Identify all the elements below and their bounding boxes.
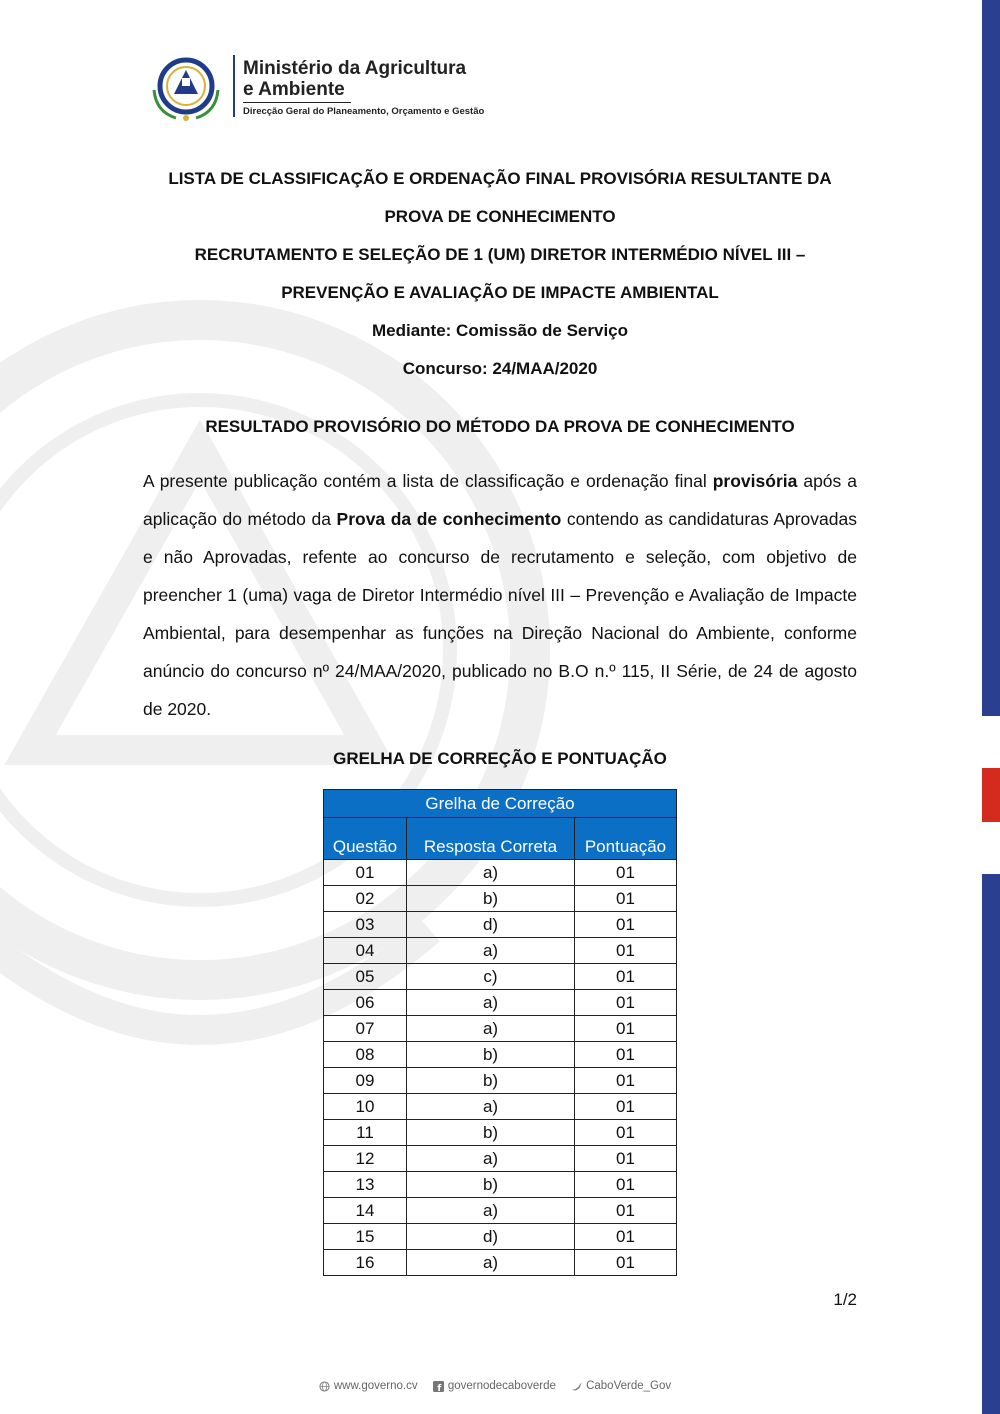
body-text-part3: contendo as candidaturas Aprovadas e não Aprovadas, refente ao concurso de recrutamento e seleção, com objetivo de preencher 1 (uma) vaga de Diretor Intermédio nível III – Prevenção e Avaliação de Impacte Ambiental, para desempenhar as funções na Direção Nacional do Ambiente, conforme anúncio do concurso nº 24/MAA/2020, publicado no B.O n.º 115, II Série, de 24 de agosto de 2020. <box>143 509 857 719</box>
ministry-subtitle: Direcção Geral do Planeamento, Orçamento e Gestão <box>243 106 485 117</box>
heading-mediante: Mediante: Comissão de Serviço <box>371 321 629 340</box>
cell-pontuacao: 01 <box>575 1016 677 1042</box>
svg-text:f: f <box>437 1382 442 1392</box>
cell-resposta: a) <box>407 860 575 886</box>
table-row <box>324 1172 677 1198</box>
cell-questao: 03 <box>324 912 407 938</box>
body-bold-provisoria: provisória <box>712 471 798 491</box>
ministry-name-line1: Ministério da Agricultura <box>243 58 467 79</box>
cell-questao: 15 <box>324 1224 407 1250</box>
table-row <box>324 1068 677 1094</box>
table-row <box>324 1120 677 1146</box>
cell-questao: 10 <box>324 1094 407 1120</box>
body-paragraph <box>143 462 857 728</box>
cell-pontuacao: 01 <box>575 938 677 964</box>
cell-pontuacao: 01 <box>575 1120 677 1146</box>
table-body <box>324 860 677 1276</box>
cell-pontuacao: 01 <box>575 1042 677 1068</box>
cell-resposta: b) <box>407 1120 575 1146</box>
table-row <box>324 1224 677 1250</box>
correction-grid-table <box>323 789 677 1276</box>
cell-resposta: b) <box>407 886 575 912</box>
footer-facebook[interactable] <box>433 1380 556 1392</box>
ministry-rule <box>243 102 351 103</box>
table-row <box>324 860 677 886</box>
column-header-resposta: Resposta Correta <box>407 818 575 860</box>
table-row <box>324 1250 677 1276</box>
cell-pontuacao: 01 <box>575 1146 677 1172</box>
heading-line4: PREVENÇÃO E AVALIAÇÃO DE IMPACTE AMBIENTAL <box>281 283 719 302</box>
cell-questao: 11 <box>324 1120 407 1146</box>
table-row <box>324 1146 677 1172</box>
grid-section-title: GRELHA DE CORREÇÃO E PONTUAÇÃO <box>333 749 667 768</box>
cell-questao: 09 <box>324 1068 407 1094</box>
cell-resposta: d) <box>407 1224 575 1250</box>
table-row <box>324 1094 677 1120</box>
cell-pontuacao: 01 <box>575 860 677 886</box>
page-number: 1/2 <box>833 1290 857 1309</box>
edge-bar-blue-top <box>982 0 1000 716</box>
table-row <box>324 886 677 912</box>
cell-questao: 06 <box>324 990 407 1016</box>
document-headings <box>140 160 860 446</box>
cell-questao: 12 <box>324 1146 407 1172</box>
column-header-questao: Questão <box>324 818 407 860</box>
edge-bar-blue-bottom <box>982 874 1000 1414</box>
cell-pontuacao: 01 <box>575 1068 677 1094</box>
cell-resposta: a) <box>407 938 575 964</box>
table-title: Grelha de Correção <box>324 790 677 818</box>
heading-line2: PROVA DE CONHECIMENTO <box>384 207 616 226</box>
table-header-row <box>324 818 677 860</box>
cell-resposta: a) <box>407 1198 575 1224</box>
cell-questao: 07 <box>324 1016 407 1042</box>
twitter-icon <box>571 1381 582 1392</box>
table-row <box>324 1042 677 1068</box>
footer <box>0 1380 990 1395</box>
cell-questao: 01 <box>324 860 407 886</box>
footer-twitter[interactable] <box>571 1380 671 1392</box>
cell-resposta: a) <box>407 1250 575 1276</box>
facebook-icon <box>433 1381 444 1392</box>
cell-resposta: b) <box>407 1172 575 1198</box>
cell-questao: 04 <box>324 938 407 964</box>
footer-website[interactable] <box>319 1380 418 1392</box>
table-row <box>324 1016 677 1042</box>
table-row <box>324 938 677 964</box>
table-title-row <box>324 790 677 818</box>
footer-website-text: www.governo.cv <box>333 1380 418 1392</box>
body-text-part2: após a aplicação do método da <box>143 471 858 529</box>
cell-questao: 14 <box>324 1198 407 1224</box>
cell-resposta: d) <box>407 912 575 938</box>
footer-twitter-text: CaboVerde_Gov <box>586 1380 672 1392</box>
cell-resposta: c) <box>407 964 575 990</box>
cell-pontuacao: 01 <box>575 1094 677 1120</box>
globe-icon <box>319 1381 330 1392</box>
cabo-verde-emblem-logo <box>146 52 226 124</box>
cell-pontuacao: 01 <box>575 990 677 1016</box>
cell-resposta: b) <box>407 1068 575 1094</box>
cell-resposta: b) <box>407 1042 575 1068</box>
ministry-name-block <box>243 58 484 117</box>
heading-line3: RECRUTAMENTO E SELEÇÃO DE 1 (UM) DIRETOR INTERMÉDIO NÍVEL III – <box>194 245 806 264</box>
cell-questao: 16 <box>324 1250 407 1276</box>
cell-resposta: a) <box>407 1094 575 1120</box>
cell-pontuacao: 01 <box>575 1250 677 1276</box>
cell-questao: 02 <box>324 886 407 912</box>
cell-questao: 08 <box>324 1042 407 1068</box>
table-row <box>324 912 677 938</box>
heading-line1: LISTA DE CLASSIFICAÇÃO E ORDENAÇÃO FINAL PROVISÓRIA RESULTANTE DA <box>168 169 832 188</box>
ministry-name-line2: e Ambiente <box>243 79 345 100</box>
heading-concurso: Concurso: 24/MAA/2020 <box>402 359 598 378</box>
cell-pontuacao: 01 <box>575 1224 677 1250</box>
table-row <box>324 964 677 990</box>
table-row <box>324 990 677 1016</box>
cell-pontuacao: 01 <box>575 964 677 990</box>
body-text-part1: A presente publicação contém a lista de classificação e ordenação final <box>143 471 713 491</box>
heading-resultado: RESULTADO PROVISÓRIO DO MÉTODO DA PROVA DE CONHECIMENTO <box>205 417 795 436</box>
cell-questao: 05 <box>324 964 407 990</box>
cell-pontuacao: 01 <box>575 1172 677 1198</box>
logo-divider <box>233 55 235 117</box>
cell-resposta: a) <box>407 990 575 1016</box>
cell-resposta: a) <box>407 1016 575 1042</box>
table-row <box>324 1198 677 1224</box>
footer-facebook-text: governodecaboverde <box>447 1380 556 1392</box>
cell-pontuacao: 01 <box>575 886 677 912</box>
cell-pontuacao: 01 <box>575 912 677 938</box>
cell-resposta: a) <box>407 1146 575 1172</box>
edge-bar-red <box>982 768 1000 822</box>
body-bold-prova: Prova da de conhecimento <box>336 509 562 529</box>
cell-pontuacao: 01 <box>575 1198 677 1224</box>
column-header-pontuacao: Pontuação <box>575 818 677 860</box>
cell-questao: 13 <box>324 1172 407 1198</box>
